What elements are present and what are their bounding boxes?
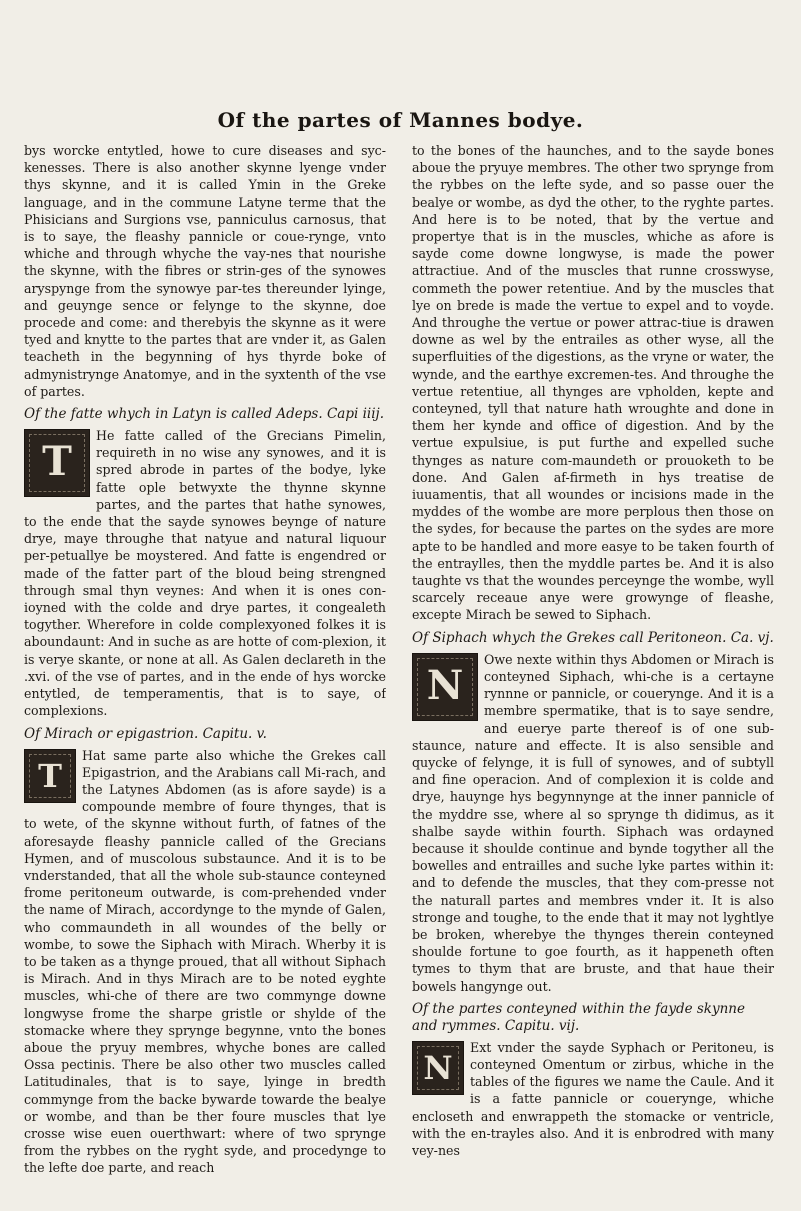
decorated-initial-n-icon: N: [412, 1041, 464, 1095]
right-paragraph-1: to the bones of the haunches, and to the sayde bones aboue the pryuye membres. The other two sprynge from the rybbes on the lefte syde, and so passe ouer the bealye or wombe, as dyd the other, to the ryghte partes. And here is to be noted, that by the vertue and propertye that is in the muscles, whiche as afore is sayde come downe longwyse, is made the power attractiue. And of the muscles that runne crosswyse, commeth the power retentiue. And by the muscles that lye on brede is made the vertue to expel and to voyde. And throughe the vertue or power attrac-tiue is drawen downe as wel by the entrailes as other wyse, all the superfluities of the digestions, as the vryne or water, the wynde, and the earthye excremen-tes. And throughe the vertue retentiue, all thynges are vpholden, kepte and conteyned, tyll that nature hath wroughte and done in them her kynde and office of digestion. And by the vertue expulsiue, is put furthe and expelled suche thynges as nature com-maundeth or prouoketh to be done. And Galen af-firmeth in hys treatise de iuuamentis, that all woundes or incisions made in the myddes of the wombe are more perplous then those on the sydes, for because the partes on the sydes are more apte to be handled and more easye to be taken fourth of the entraylles, then the myddle partes be. And it is also taughte vs that the woundes perceynge the wombe, wyll scarcely receaue anye were growynge of fleashe, excepte Mirach be sewed to Siphach.: [412, 143, 774, 623]
chapter-7-text: Ext vnder the sayde Syphach or Peritoneu, is conteyned Omentum or zirbus, whiche in the tables of the figures we name the Caule. And it is a fatte pannicle or couerynge, whiche encloseth and enwrappeth the stomacke or ventricle, with the en-trayles also. And it is enbrodred with many vey-nes: [412, 1039, 774, 1158]
chapter-4: [24, 427, 386, 719]
chapter-heading-7: Of the partes conteyned within the fayde skynne and rymmes. Capitu. vij.: [412, 1000, 745, 1034]
decorated-initial-n-icon: N: [412, 653, 478, 721]
left-column: [24, 142, 386, 1182]
chapter-6: [412, 651, 774, 995]
chapter-heading-4: Of the fatte whych in Latyn is called Adeps. Capi iiij.: [24, 406, 385, 423]
decorated-initial-t-icon: T: [24, 429, 90, 497]
chapter-heading-5: Of Mirach or epigastrion. Capitu. v.: [24, 725, 267, 742]
chapter-5-text: Hat same parte also whiche the Grekes call Epigastrion, and the Arabians call Mi-rach, and the Latynes Abdomen (as is afore sayde) is a compounde membre of foure thynges, that is to wete, of the skynne without furth, of fatnes of the aforesayde fleashy pannicle called of the Grecians Hymen, and of muscolous substaunce. And it is to be vnderstanded, that all the whole sub-staunce conteyned frome peritoneum outwarde, is com-prehended vnder the name of Mirach, accordynge to the mynde of Galen, who commaundeth in all woundes of the belly or wombe, to sowe the Siphach with Mirach. Wherby it is to be taken as a thynge proued, that all without Siphach is Mirach. And in thys Mirach are to be noted eyghte muscles, whi-che of there are two commynge downe longwyse frome the sharpe gristle or shylde of the stomacke where they sprynge begynne, vnto the bones aboue the pryuy membres, whyche bones are called Ossa pectinis. There be also other two muscles called Latitudinales, that is to saye, lyinge in bredth commynge from the backe bywarde towarde the bealye or wombe, and than be ther foure muscles that lye crosse wise euen ouerthwart: where of two sprynge from the rybbes on the ryght syde, and procedynge to the lefte doe parte, and reach: [24, 747, 386, 1176]
chapter-7: [412, 1039, 774, 1159]
chapter-heading-6: Of Siphach whych the Grekes call Peritoneon. Ca. vj.: [412, 629, 774, 646]
chapter-5: [24, 747, 386, 1177]
chapter-4-text: He fatte called of the Grecians Pimelin, requireth in no wise any synowes, and it is spred abrode in partes of the bodye, lyke fatte ople betwyxte the thynne skynne partes, and the partes that hathe synowes, to the ende that the sayde synowes beynge of nature drye, maye throughe that natyue and natural liquour per-petuallye be moystered. And fatte is engendred or made of the fatter part of the bloud being strengned through smal thyn veynes: And when it is ones con-ioyned with the colde and drye partes, it congealeth togyther. Wherefore in colde complexyoned folkes it is aboundaunt: And in suche as are hotte of com-plexion, it is verye skante, or none at all. As Galen declareth in the .xvi. of the vse of partes, and in the ende of hys worcke entytled, de temperamentis, that is to saye, of complexions.: [24, 428, 386, 719]
right-column: [412, 142, 774, 1182]
decorated-initial-t-icon: T: [24, 749, 76, 803]
chapter-6-text: Owe nexte within thys Abdomen or Mirach is conteyned Siphach, whi-che is a certayne rynnne or pannicle, or couerynge. And it is a membre spermatike, that is to saye sendre, and euerye parte thereof is of one sub-staunce, nature and effecte. It is also sensible and quycke of felynge, it is full of synowes, and of subtyll and fine operacion. And of complexion it is colde and drye, hauynge hys begynnynge at the inner pannicle of the myddre sse, where al so sprynge th didimus, as it shalbe sayde within fourth. Siphach was ordayned because it shoulde continue and bynde togyther all the bowelles and entrailles and suche lyke partes within it: and to defende the muscles, that they com-presse not the naturall partes and membres vnder it. It is also stronge and toughe, to the ende that it may not lyghtlye be broken, wherebye the thynges therein conteyned shoulde fortune to goe fourth, as it happeneth often tymes to thym that are bruste, and that haue their bowels hangynge out.: [412, 651, 774, 994]
running-head: Of the partes of Mannes bodye.: [217, 108, 584, 132]
left-paragraph-1: bys worcke entytled, howe to cure diseases and syc-kenesses. There is also another skynne lyenge vnder thys skynne, and it is called Ymin in the Greke language, and in the commune Latyne terme that the Phisicians and Surgions vse, panniculus carnosus, that is to saye, the fleashy pannicle or coue-rynge, vnto whiche and through whyche the vay-nes that nourishe the skynne, with the fibres or strin-ges of the synowes aryspynge from the synowye par-tes thereunder lyinge, and geuynge sence or felynge to the skynne, doe procede and come: and therebyis the skynne as it were tyed and knytte to the partes that are vnder it, as Galen teacheth in the begynning of hys thyrde boke of admynistrynge Anatomye, and in the syxtenth of the vse of partes.: [24, 143, 386, 399]
